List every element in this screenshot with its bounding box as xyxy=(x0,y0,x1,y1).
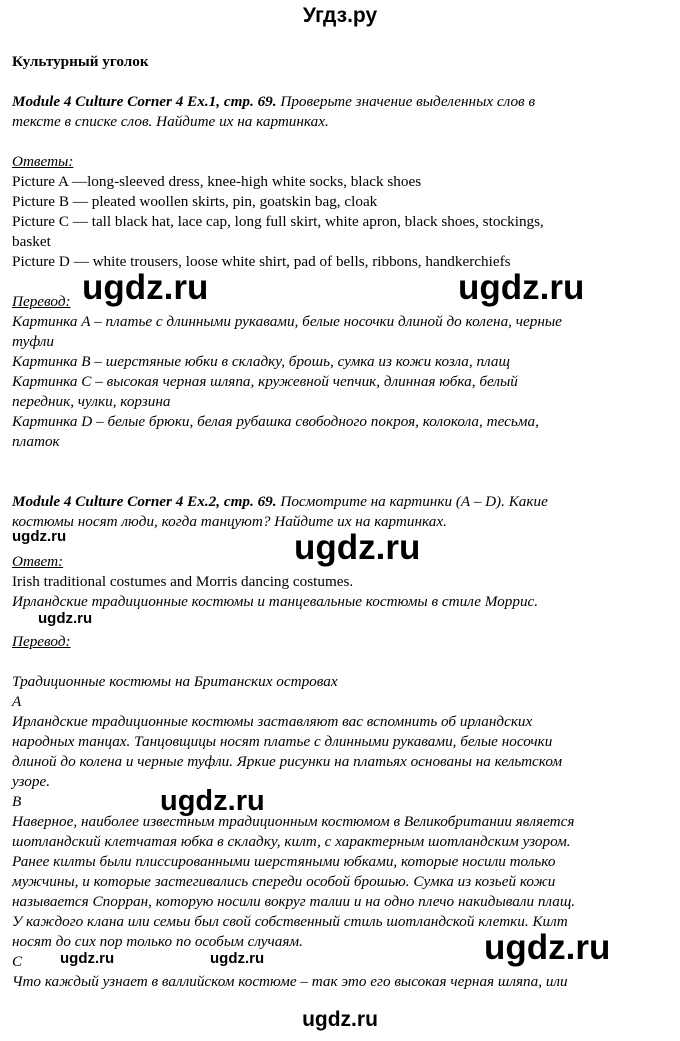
ex2-task-text-1: Посмотрите на картинки (A – D). Какие xyxy=(280,493,548,510)
watermark: ugdz.ru xyxy=(60,950,115,967)
ex1-translation-line: Картинка A – платье с длинными рукавами, белые носочки длиной до колена, черные xyxy=(12,313,562,330)
watermark: ugdz.ru xyxy=(484,928,611,967)
ex2-task-line-1 xyxy=(12,492,548,512)
watermark: ugdz.ru xyxy=(12,528,67,545)
ex1-task-line-2: тексте в списке слов. Найдите их на картинках. xyxy=(12,113,329,130)
ex2-translation-label: Перевод: xyxy=(12,633,71,650)
ex1-translation-line: Картинка D – белые брюки, белая рубашка свободного покроя, колокола, тесьма, xyxy=(12,413,539,430)
ex1-translation-label: Перевод: xyxy=(12,293,71,310)
ex2-task-line-2: костюмы носят люди, когда танцуют? Найдите их на картинках. xyxy=(12,513,447,530)
ex1-translation-line: платок xyxy=(12,433,60,450)
watermark: ugdz.ru xyxy=(160,785,265,817)
ex2-translation-line: У каждого клана или семьи был свой собственный стиль шотландской клетки. Килт xyxy=(12,913,568,930)
ex1-translation-line: Картинка B – шерстяные юбки в складку, брошь, сумка из кожи козла, плащ xyxy=(12,353,510,370)
ex1-translation-line: Картинка C – высокая черная шляпа, кружевной чепчик, длинная юбка, белый xyxy=(12,373,518,390)
ex2-answer-label: Ответ: xyxy=(12,553,64,570)
watermark: ugdz.ru xyxy=(458,268,585,307)
ex2-heading: Module 4 Culture Corner 4 Ex.2, стр. 69. xyxy=(12,493,277,510)
ex2-translation-line: Ранее килты были плиссированными шерстяными юбками, которые носили только xyxy=(12,853,556,870)
ex2-translation-line: узоре. xyxy=(12,773,50,790)
ex1-translation-line: передник, чулки, корзина xyxy=(12,393,171,410)
ex1-task-text-1: Проверьте значение выделенных слов в xyxy=(280,93,536,110)
ex1-answer-line: Picture D — white trousers, loose white shirt, pad of bells, ribbons, handkerchiefs xyxy=(12,253,511,270)
ex2-translation-line: носят до сих пор только по особым случаям. xyxy=(12,933,303,950)
site-title: Угдз.ру xyxy=(302,4,378,27)
ex1-answer-line: basket xyxy=(12,233,51,250)
ex1-answer-line: Picture C — tall black hat, lace cap, long full skirt, white apron, black shoes, stockings, xyxy=(12,213,544,230)
ex1-task-line-1 xyxy=(12,92,535,112)
ex2-translation-line: длиной до колена и черные туфли. Яркие рисунки на платьях основаны на кельтском xyxy=(12,753,563,770)
ex2-translation-line: C xyxy=(12,953,23,970)
ex1-answer-line: Picture B — pleated woollen skirts, pin, goatskin bag, cloak xyxy=(12,193,378,210)
ex2-translation-line: A xyxy=(12,693,22,710)
watermark: ugdz.ru xyxy=(82,268,209,307)
ex2-translation-line: B xyxy=(12,793,22,810)
ex1-answers-label: Ответы: xyxy=(12,153,74,170)
ex2-answer-russian: Ирландские традиционные костюмы и танцевальные костюмы в стиле Моррис. xyxy=(12,593,539,610)
ex2-translation-line: называется Спорран, которую носили вокруг талии и на одно плечо накидывали плащ. xyxy=(12,893,576,910)
ex2-translation-line: шотландский клетчатая юбка в складку, килт, с характерным шотландским узором. xyxy=(12,833,571,850)
ex1-heading: Module 4 Culture Corner 4 Ex.1, стр. 69. xyxy=(12,93,277,110)
watermark: ugdz.ru xyxy=(210,950,265,967)
ex2-translation-line: Что каждый узнает в валлийском костюме – так это его высокая черная шляпа, или xyxy=(12,973,568,990)
ex2-answer-english: Irish traditional costumes and Morris dancing costumes. xyxy=(12,573,354,590)
ex2-translation-line: Традиционные костюмы на Британских островах xyxy=(12,673,338,690)
ex2-translation-line: мужчины, и которые застегивались спереди особой брошью. Сумка из козьей кожи xyxy=(12,873,556,890)
footer-watermark: ugdz.ru xyxy=(302,1008,378,1031)
ex2-translation-line: Ирландские традиционные костюмы заставляют вас вспомнить об ирландских xyxy=(12,713,533,730)
ex1-answer-line: Picture A —long-sleeved dress, knee-high white socks, black shoes xyxy=(12,173,422,190)
ex2-translation-line: народных танцах. Танцовщицы носят платье с длинными рукавами, белые носочки xyxy=(12,733,553,750)
section-title: Культурный уголок xyxy=(12,53,149,70)
watermark: ugdz.ru xyxy=(38,610,93,627)
watermark: ugdz.ru xyxy=(294,528,421,567)
ex1-translation-line: туфли xyxy=(12,333,54,350)
ex2-translation-line: Наверное, наиболее известным традиционным костюмом в Великобритании является xyxy=(12,813,575,830)
